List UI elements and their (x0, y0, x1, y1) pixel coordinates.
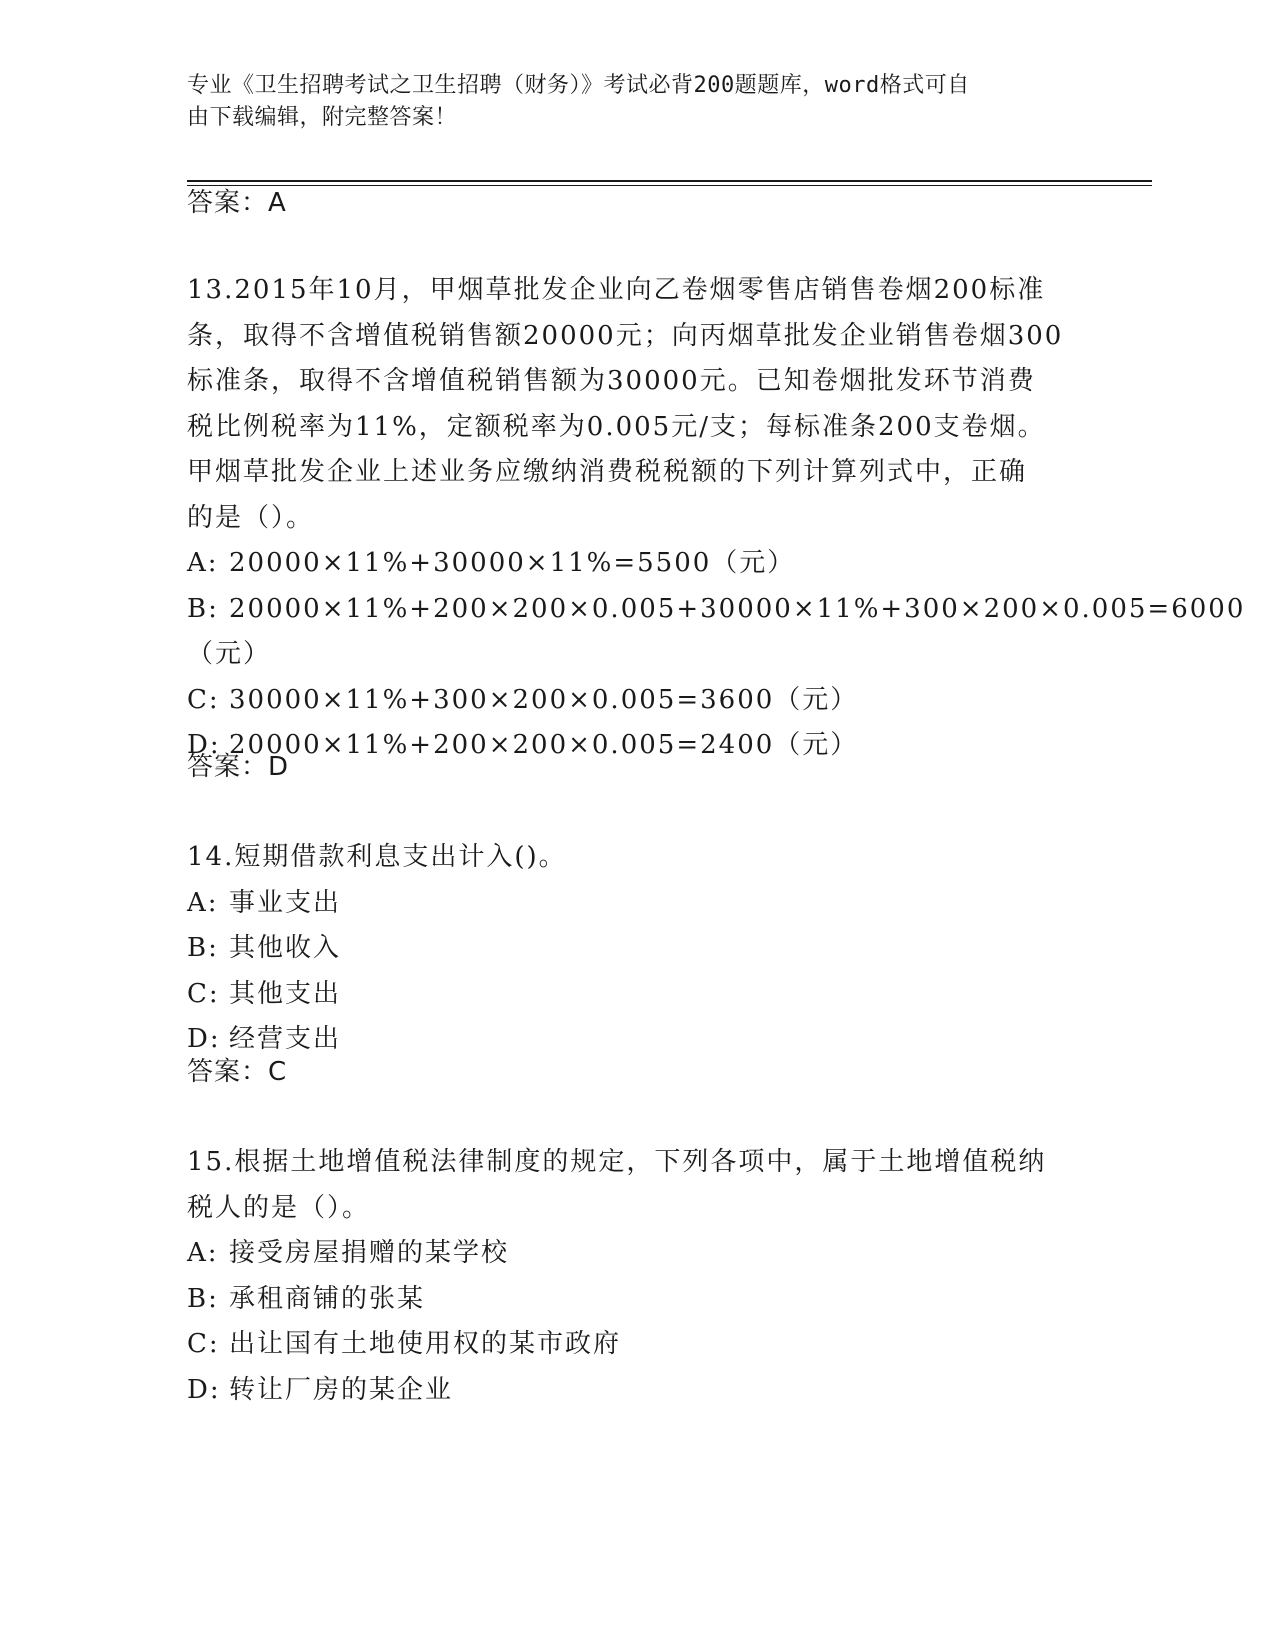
header-rule-thick (187, 180, 1152, 182)
option-label: B: (187, 1283, 219, 1314)
question-14 (187, 835, 1087, 1063)
option-c (187, 678, 1087, 724)
option-label: C: (187, 978, 220, 1009)
option-text: 20000×11%+200×200×0.005=2400（元） (229, 730, 859, 760)
option-label: B: (187, 933, 219, 963)
option-text: 20000×11%+30000×11%=5500（元） (229, 548, 796, 578)
option-c (187, 972, 1087, 1018)
question-text-line: 15.根据土地增值税法律制度的规定，下列各项中，属于土地增值税纳 (187, 1147, 1047, 1177)
header-line-2: 由下载编辑，附完整答案！ (187, 105, 458, 130)
option-c (187, 1322, 1087, 1368)
option-label: C: (187, 684, 220, 715)
question-text-line: 甲烟草批发企业上述业务应缴纳消费税税额的下列计算列式中，正确 (187, 457, 1028, 487)
answer-13: 答案：D (187, 752, 290, 782)
question-15 (187, 1140, 1087, 1413)
previous-answer: 答案：A (187, 188, 287, 218)
option-text: 经营支出 (229, 1024, 342, 1054)
option-text: 20000×11%+200×200×0.005+30000×11%+300×200×0.005=6000 (229, 593, 1246, 624)
option-text: 承租商铺的张某 (229, 1283, 426, 1314)
option-label: D: (187, 1024, 221, 1054)
option-label: A: (187, 887, 219, 918)
option-d (187, 723, 1087, 769)
answer-14: 答案：C (187, 1057, 288, 1087)
question-text-line: 的是（）。 (187, 502, 315, 533)
option-b-continued (187, 632, 1087, 678)
option-text: （元） (187, 639, 272, 669)
document-header (187, 70, 1087, 134)
option-text: 其他支出 (229, 978, 342, 1009)
option-text: 事业支出 (229, 887, 342, 918)
option-label: B: (187, 593, 219, 624)
question-text-line: 14.短期借款利息支出计入()。 (187, 842, 567, 872)
option-label: D: (187, 730, 221, 760)
option-text: 30000×11%+300×200×0.005=3600（元） (229, 684, 859, 715)
question-13 (187, 268, 1246, 769)
option-b (187, 587, 1246, 633)
option-d (187, 1017, 1087, 1063)
question-text-line: 税比例税率为11%，定额税率为0.005元/支；每标准条200支卷烟。 (187, 411, 1046, 442)
option-label: C: (187, 1329, 220, 1359)
option-text: 出让国有土地使用权的某市政府 (229, 1329, 622, 1359)
question-text-line: 13.2015年10月，甲烟草批发企业向乙卷烟零售店销售卷烟200标准 (187, 275, 1046, 305)
option-text: 转让厂房的某企业 (229, 1374, 454, 1405)
option-d (187, 1368, 1087, 1414)
option-a (187, 1231, 1087, 1277)
option-a (187, 881, 1087, 927)
option-label: A: (187, 548, 219, 578)
header-rule-thin (187, 185, 1152, 186)
option-b (187, 926, 1087, 972)
option-text: 其他收入 (229, 933, 342, 963)
question-text-line: 条，取得不含增值税销售额20000元；向丙烟草批发企业销售卷烟300 (187, 320, 1064, 351)
option-b (187, 1277, 1087, 1323)
question-text-line: 税人的是（）。 (187, 1192, 371, 1223)
option-a (187, 541, 1087, 587)
option-label: A: (187, 1238, 219, 1268)
header-line-1: 专业《卫生招聘考试之卫生招聘（财务）》考试必背200题题库，word格式可自 (187, 73, 970, 98)
question-text-line: 标准条，取得不含增值税销售额为30000元。已知卷烟批发环节消费 (187, 366, 1036, 396)
option-text: 接受房屋捐赠的某学校 (229, 1238, 510, 1268)
option-label: D: (187, 1374, 221, 1405)
